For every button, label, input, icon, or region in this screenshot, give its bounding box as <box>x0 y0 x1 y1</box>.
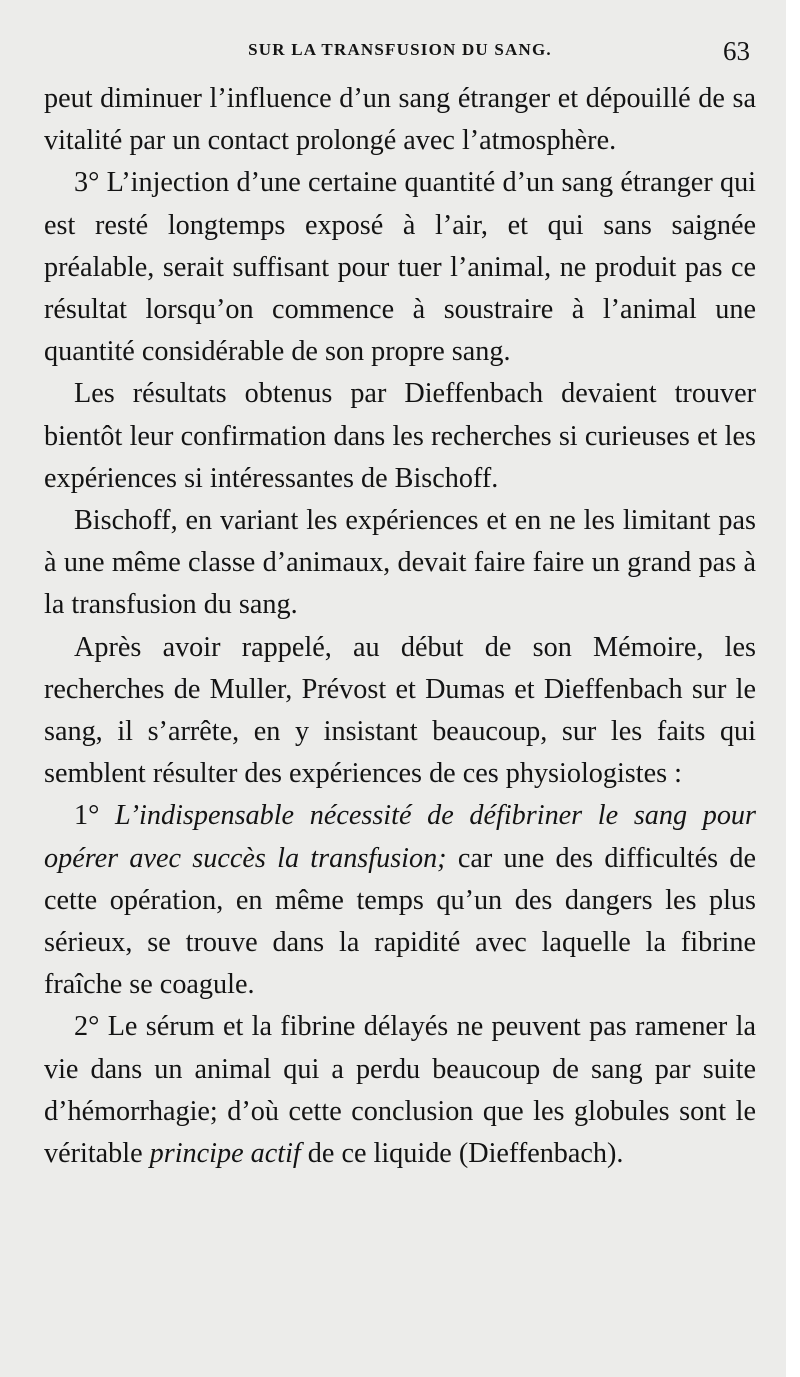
page-edge <box>786 0 800 1377</box>
text-segment: peut diminuer l’influence d’un sang étranger et dépouillé de sa vitalité par un contact prolongé avec l’atmosphère. <box>44 83 756 157</box>
running-title: SUR LA TRANSFUSION DU SANG. <box>248 40 552 59</box>
paragraph <box>44 627 756 796</box>
body-text <box>44 78 756 1175</box>
page-number: 63 <box>723 36 750 66</box>
text-segment: Les résultats obtenus par Dieffenbach devaient trouver bientôt leur confirmation dans les recherches si curieuses et les expériences si intéressantes de Bischoff. <box>44 378 756 494</box>
paragraph <box>44 162 756 373</box>
page-header <box>40 36 760 70</box>
paragraph <box>44 795 756 1006</box>
italic-text-segment: principe actif <box>149 1138 301 1170</box>
text-segment: de ce liquide (Dieffenbach). <box>300 1138 624 1170</box>
text-segment: Après avoir rappelé, au début de son Mémoire, les recherches de Muller, Prévost et Dumas et Dieffenbach sur le sang, il s’arrête, en y insistant beaucoup, sur les faits qui semblent résulter des expériences de ces physiologistes : <box>44 631 756 790</box>
text-segment: 2° Le sérum et la fibrine délayés ne peuvent pas ramener la vie dans un animal qui a perdu beaucoup de sang par suite d’hémorrhagie; d’où cette conclusion que les globules sont le véritable <box>44 1011 756 1170</box>
italic-text-segment: L’indispensable nécessité de défibriner le sang pour opérer avec succès la transfusion; <box>44 800 756 874</box>
paragraph <box>44 1006 756 1175</box>
text-segment: 3° L’injection d’une certaine quantité d’un sang étranger qui est resté longtemps exposé à l’air, et qui sans saignée préalable, serait suffisant pour tuer l’animal, ne produit pas ce résultat lorsqu’on commence à soustraire à l’animal une quantité considérable de son propre sang. <box>44 167 756 368</box>
paragraph <box>44 78 756 162</box>
text-segment: 1° <box>74 800 116 832</box>
text-segment: Bischoff, en variant les expériences et en ne les limitant pas à une même classe d’animaux, devait faire faire un grand pas à la transfusion du sang. <box>44 505 756 621</box>
paragraph <box>44 373 756 500</box>
text-segment: car une des difficultés de cette opération, en même temps qu’un des dangers les plus sérieux, se trouve dans la rapidité avec laquelle la fibrine fraîche se coagule. <box>44 842 756 1001</box>
paragraph <box>44 500 756 627</box>
